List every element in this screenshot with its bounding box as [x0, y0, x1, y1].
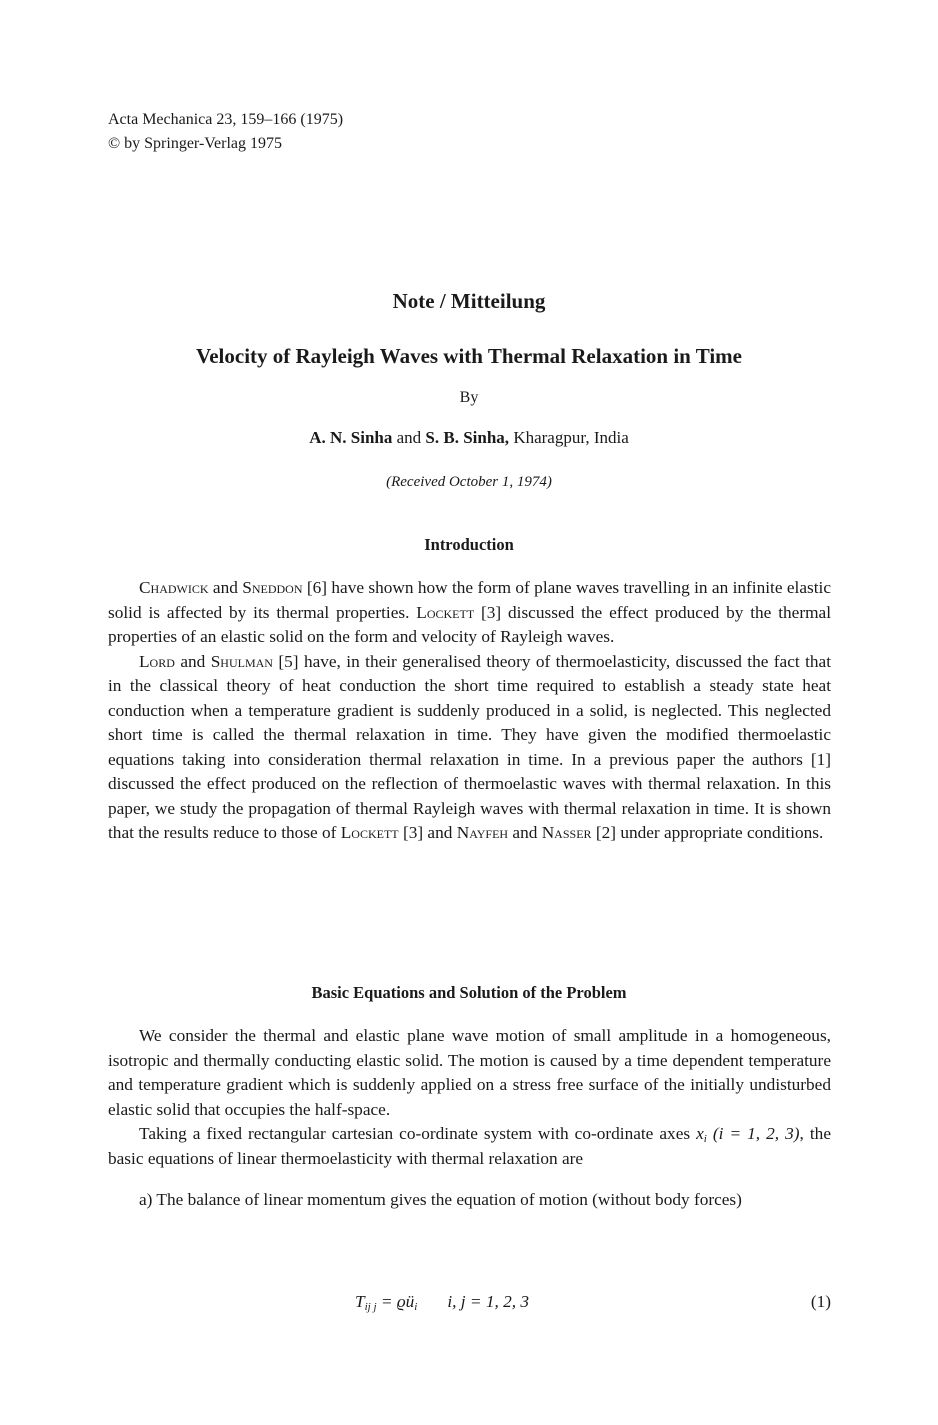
author-conjunction: and [392, 428, 426, 447]
author-ref: Nayfeh [456, 823, 509, 842]
basic-equations-body [108, 1024, 831, 1213]
author-ref: Lord [139, 651, 175, 671]
introduction-heading: Introduction [424, 535, 514, 554]
author-ref: Lockett [416, 602, 475, 622]
coordinate-variable: x [696, 1124, 704, 1143]
introduction-paragraph-1: Chadwick and Sneddon [6] have shown how the form of plane waves travelling in an infinite elastic solid is affected by its thermal properties. Lockett [3] discussed the effect produced by the thermal properties of an elastic solid on the form and velocity of Rayleigh waves. [108, 578, 831, 646]
author-location: Kharagpur, India [509, 428, 629, 447]
coordinate-range: (i = 1, 2, 3) [706, 1124, 800, 1143]
author-ref: Sneddon [242, 578, 303, 597]
copyright-line: © by Springer-Verlag 1975 [108, 135, 283, 152]
by-label: By [459, 389, 479, 406]
received-date: (Received October 1, 1974) [386, 474, 552, 490]
author-ref: Nasser [541, 823, 592, 842]
author-1: A. N. Sinha [309, 428, 393, 447]
author-2: S. B. Sinha, [425, 428, 510, 447]
author-ref: Shulman [210, 651, 273, 671]
author-line [0, 428, 938, 448]
basic-paragraph-2: Taking a fixed rectangular cartesian co-ordinate system with co-ordinate axes $x_i$ (i = 1, 2, 3), the basic equations of linear thermoelasticity with thermal relaxation are [108, 1124, 831, 1168]
paper-title: Velocity of Rayleigh Waves with Thermal Relaxation in Time [195, 344, 742, 368]
author-ref: Lockett [340, 823, 399, 842]
note-label: Note / Mitteilung [392, 289, 546, 313]
journal-info [108, 108, 343, 156]
equation-number: (1) [810, 1292, 831, 1311]
introduction-paragraph-2: Lord and Shulman [5] have, in their generalised theory of thermoelasticity, discussed the fact that in the classical theory of heat conduction the short time required to establish a steady state heat conduction when a temperature gradient is suddenly produced in a solid, is neglected. This neglected short time is called the thermal relaxation in time. They have given the modified thermoelastic equations taking into consideration thermal relaxation in time. In a previous paper the authors [1] discussed the effect produced on the reflection of thermoelastic waves with thermal relaxation. In this paper, we study the propagation of thermal Rayleigh waves with thermal relaxation in time. It is shown that the results reduce to those of Lockett [3] and Nayfeh and Nasser [2] under appropriate conditions. [108, 651, 832, 842]
journal-citation: Acta Mechanica 23, 159–166 (1975) [108, 111, 344, 128]
equation-formula: $T_{ij j}$ = $ϱü_i$ i, j = 1, 2, 3 [355, 1292, 530, 1313]
author-ref: Chadwick [139, 578, 209, 597]
introduction-body [108, 576, 831, 846]
basic-paragraph-1: We consider the thermal and elastic plane wave motion of small amplitude in a homogeneous, isotropic and thermally conducting elastic solid. The motion is caused by a time dependent temperature and temperature gradient which is suddenly applied on a stress free surface of the initially undisturbed elastic solid that occupies the half-space. [108, 1026, 831, 1119]
equation-index-range: i, j = 1, 2, 3 [447, 1292, 530, 1311]
basic-equations-heading: Basic Equations and Solution of the Problem [311, 983, 627, 1002]
basic-paragraph-3: a) The balance of linear momentum gives the equation of motion (without body forces) [139, 1190, 742, 1209]
